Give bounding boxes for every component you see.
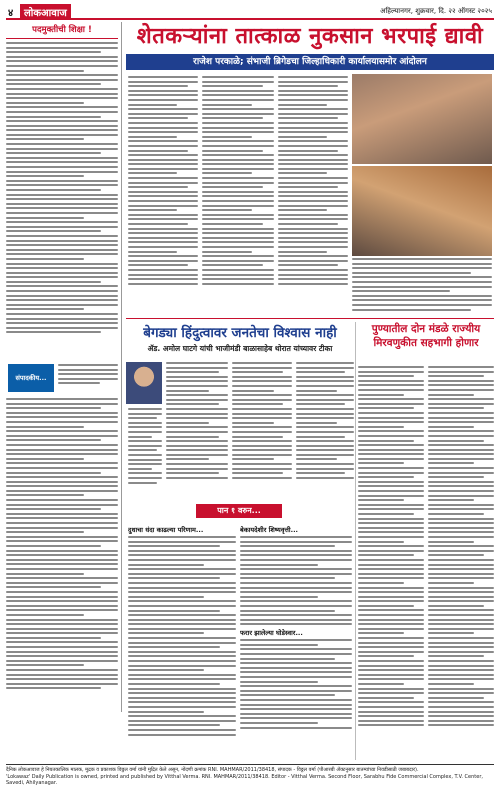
- left-column-body: [6, 42, 118, 360]
- continued-col-2: [240, 522, 352, 760]
- lead-body-col-3: [278, 76, 348, 316]
- protest-photo-bottom: [352, 166, 492, 256]
- right-headline: पुण्यातील दोन मंडळे राज्यीय मिरवणुकीत सहभागी होणार: [371, 323, 481, 349]
- left-column-headline: पदमुक्तीची शिक्षा !: [6, 22, 118, 39]
- continued-subhead-3: फरार झालेल्या घोडेस्वार...: [240, 629, 303, 638]
- imprint-line-english: 'Lokawaz' Daily Publication is owned, printed and published by Vitthal Verma. RNI. MAHMAR/2011/38418. Editor - Vitthal Verma. Second Floor, Sarabhu Fide Commercial Complex, T.V. Center, Savedi, Ahilyanagar.: [6, 773, 483, 786]
- imprint-footer: [6, 764, 494, 790]
- masthead-logo: लोकआवाज: [20, 4, 71, 18]
- continued-ribbon: पान १ वरुन...: [196, 504, 282, 518]
- right-body-col-2: [428, 366, 494, 760]
- editorial-body: [6, 398, 118, 710]
- date-line: अहिल्यानगर, शुक्रवार, दि. २२ ऑगस्ट २०२५: [380, 7, 492, 15]
- continued-col-1: [128, 522, 236, 760]
- second-body-under-photo: [128, 408, 162, 500]
- page-header: [6, 4, 494, 20]
- second-byline: ॲड. अमोल घाटगे यांची भाजीमंडी बाळासाहेब थोरात यांच्यावर टीका: [147, 344, 333, 353]
- editorial-badge: संपादकीय...: [8, 364, 54, 392]
- lead-subheadline: राजेश परकाळे; संभाजी ब्रिगेडचा जिल्हाधिकारी कार्यालयासमोर आंदोलन: [126, 54, 494, 70]
- second-body-col-2: [232, 362, 292, 500]
- politician-portrait: [126, 362, 162, 404]
- section-divider: [126, 318, 494, 319]
- continued-subhead-1: दुधाचा धंदा काढल्या परिणाम...: [128, 526, 204, 534]
- imprint-line-marathi: दैनिक लोकआवाज हे नियतकालिक मालक, मुद्रक व प्रकाशक विठ्ठल वर्मा यांनी मुद्रित केले असून, नोंदणी क्रमांक RNI. MAHMAR/2011/38418, संपादक - विठ्ठल वर्मा (पीआरबी ॲक्टनुसार बातम्यांच्या निवडीसाठी जबाबदार).: [6, 767, 419, 773]
- right-body-col-1: [358, 366, 424, 760]
- left-column: [6, 22, 122, 712]
- page-number: ४: [8, 8, 14, 19]
- continued-subhead-2: बेकायदेशीर शिष्यवृत्ती...: [240, 526, 299, 534]
- lead-body-col-2: [202, 76, 274, 316]
- second-headline: बेगड्या हिंदुत्वावर जनतेचा विश्वास नाही: [143, 325, 337, 341]
- column-rule: [355, 322, 356, 760]
- lead-body-col-1: [128, 76, 198, 316]
- photo-caption-text: [352, 258, 492, 313]
- editorial-intro: [58, 364, 118, 387]
- newspaper-page: [6, 4, 494, 791]
- second-body-col-3: [296, 362, 354, 500]
- protest-photo-top: [352, 74, 492, 164]
- lead-headline: शेतकऱ्यांना तात्काळ नुकसान भरपाई द्यावी: [136, 24, 484, 49]
- second-body-col-1: [166, 362, 228, 500]
